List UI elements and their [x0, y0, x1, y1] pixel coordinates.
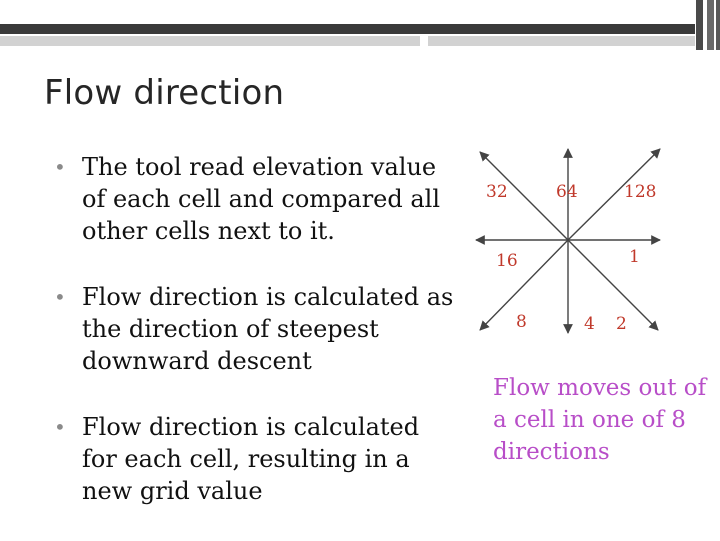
bullet-item — [54, 151, 454, 247]
code-label-1: 1 — [629, 247, 640, 267]
bullet-text: Flow direction is calculated for each cell, resulting in a new grid value — [82, 413, 420, 505]
slide-title: Flow direction — [44, 73, 285, 113]
arrow-southeast — [568, 240, 658, 330]
diagram-caption: Flow moves out of a cell in one of 8 directions — [493, 375, 707, 465]
bullet-dot: • — [54, 285, 66, 309]
code-label-4: 4 — [584, 314, 595, 334]
bullet-dot: • — [54, 415, 66, 439]
bullet-dot: • — [54, 155, 66, 179]
bullet-item — [54, 281, 454, 377]
code-label-16: 16 — [496, 251, 518, 271]
header-grey-band-right — [428, 36, 695, 46]
header-grey-band-left — [0, 36, 420, 46]
bullet-list — [54, 151, 454, 541]
code-label-64: 64 — [556, 182, 578, 202]
bullet-text: The tool read elevation value of each cell and compared all other cells next to it. — [82, 153, 441, 245]
header-vertical-bar — [716, 0, 720, 50]
header-dark-band — [0, 24, 695, 34]
code-label-128: 128 — [624, 182, 657, 202]
flow-direction-diagram — [470, 145, 670, 340]
header-vertical-bar — [696, 0, 703, 50]
header-vertical-bar — [707, 0, 714, 50]
slide-header-bar — [0, 0, 720, 50]
code-label-32: 32 — [486, 182, 508, 202]
bullet-item — [54, 411, 454, 507]
bullet-text: Flow direction is calculated as the direction of steepest downward descent — [82, 283, 454, 375]
code-label-8: 8 — [516, 312, 527, 332]
code-label-2: 2 — [616, 314, 627, 334]
